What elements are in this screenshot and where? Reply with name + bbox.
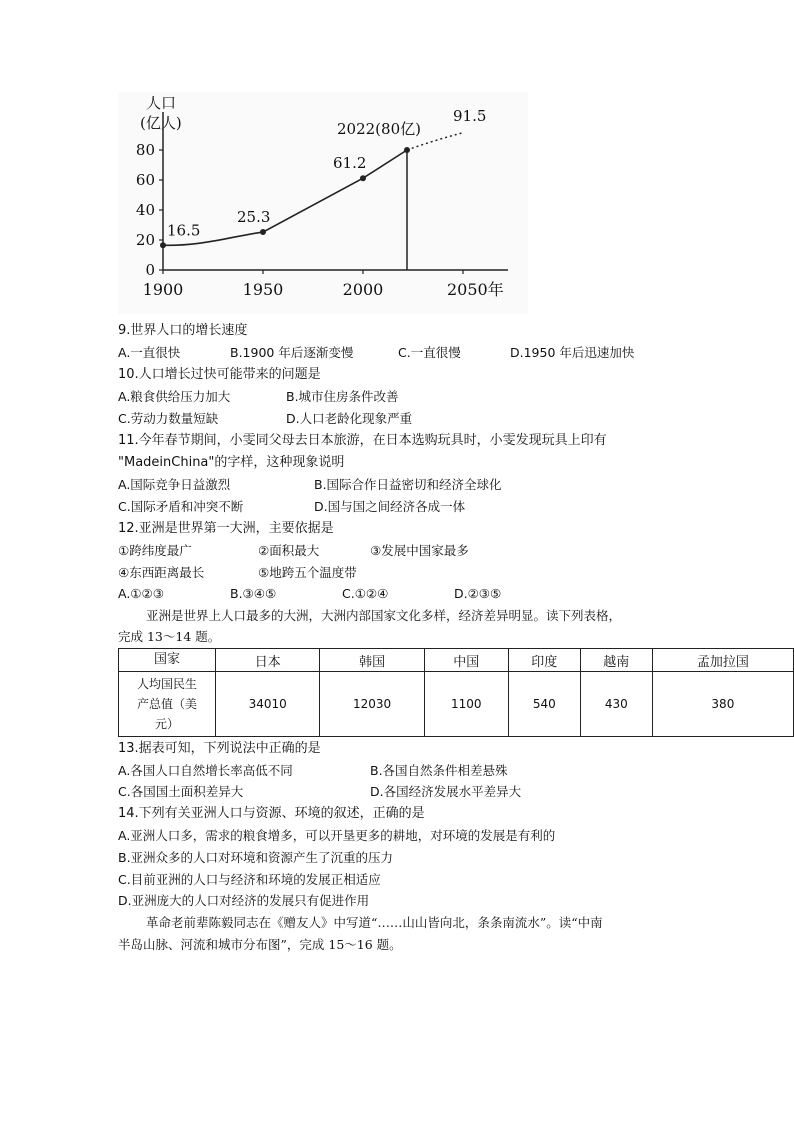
y-tick-label: 80	[135, 141, 155, 159]
q9-option-c: C.一直很慢	[398, 345, 461, 360]
row-label-line1: 人均国民生	[136, 677, 197, 691]
y-tick-label: 20	[135, 231, 155, 249]
q10-option-b: B.城市住房条件改善	[286, 389, 399, 404]
q13-stem: 13.据表可知，下列说法中正确的是	[118, 741, 321, 756]
q12-option-a: A.①②③	[118, 586, 164, 601]
q10-option-d: D.人口老龄化现象严重	[286, 411, 413, 426]
y-axis-label-line2: (亿人)	[140, 114, 182, 132]
y-axis-label-line1: 人口	[146, 94, 177, 112]
q12-option-c: C.①②④	[342, 586, 389, 601]
q11-stem-line1: 11.今年春节期间，小雯同父母去日本旅游，在日本选购玩具时，小雯发现玩具上印有	[118, 433, 607, 448]
q14-option-a: A.亚洲人口多，需求的粮食增多，可以开垦更多的耕地，对环境的发展是有利的	[118, 828, 556, 843]
q12-item-4: ④东西距离最长	[118, 565, 205, 580]
table-header-cell: 国家	[119, 649, 216, 672]
q14-option-b: B.亚洲众多的人口对环境和资源产生了沉重的压力	[118, 850, 394, 865]
y-tick-label: 40	[135, 201, 155, 219]
point-label: 16.5	[167, 221, 201, 240]
row-label-line3: 元）	[154, 717, 179, 731]
q12-option-b: B.③④⑤	[230, 586, 277, 601]
q12-stem: 12.亚洲是世界第一大洲，主要依据是	[118, 521, 334, 536]
data-point	[360, 175, 366, 181]
q9-stem: 9.世界人口的增长速度	[118, 323, 248, 338]
x-tick-label: 1950	[242, 280, 284, 299]
x-tick-label: 1900	[142, 280, 184, 299]
table-header-cell: 越南	[580, 649, 652, 672]
table-cell: 34010	[216, 672, 320, 737]
row-label-line2: 产总值（美	[136, 697, 197, 711]
population-chart	[118, 92, 528, 314]
data-point	[260, 229, 266, 235]
table-cell: 540	[508, 672, 580, 737]
q13-option-d: D.各国经济发展水平差异大	[370, 784, 522, 799]
passage-15-16-line1: 革命老前辈陈毅同志在《赠友人》中写道“……山山皆向北，条条南流水”。读“中南	[146, 915, 603, 930]
table-header-row	[119, 649, 794, 672]
table-cell: 430	[580, 672, 652, 737]
table-header-cell: 印度	[508, 649, 580, 672]
point-label: 2022(80亿)	[337, 120, 421, 138]
table-cell: 12030	[320, 672, 424, 737]
q12-item-2: ②面积最大	[258, 543, 320, 558]
q12-item-3: ③发展中国家最多	[370, 543, 469, 558]
table-row	[119, 672, 794, 737]
q13-option-a: A.各国人口自然增长率高低不同	[118, 763, 293, 778]
point-label: 91.5	[453, 106, 487, 125]
q9-option-a: A.一直很快	[118, 345, 181, 360]
passage-15-16-line2: 半岛山脉、河流和城市分布图”，完成 15～16 题。	[118, 937, 402, 952]
passage-13-14-line2: 完成 13～14 题。	[118, 629, 221, 644]
table-cell: 1100	[424, 672, 508, 737]
y-tick-label: 0	[145, 261, 155, 279]
q10-option-a: A.粮食供给压力加大	[118, 389, 231, 404]
table-header-cell: 孟加拉国	[652, 649, 793, 672]
y-tick-label: 60	[135, 171, 155, 189]
q10-option-c: C.劳动力数量短缺	[118, 411, 219, 426]
q12-option-d: D.②③⑤	[454, 586, 502, 601]
q11-option-d: D.国与国之间经济各成一体	[314, 499, 466, 514]
q12-item-5: ⑤地跨五个温度带	[258, 565, 357, 580]
q14-option-d: D.亚洲庞大的人口对经济的发展只有促进作用	[118, 893, 370, 908]
passage-13-14-line1: 亚洲是世界上人口最多的大洲，大洲内部国家文化多样，经济差异明显。读下列表格，	[146, 608, 622, 623]
table-header-cell: 中国	[424, 649, 508, 672]
table-row-label	[119, 672, 216, 737]
q13-option-c: C.各国国土面积差异大	[118, 784, 244, 799]
q11-option-a: A.国际竞争日益激烈	[118, 477, 231, 492]
q10-stem: 10.人口增长过快可能带来的问题是	[118, 367, 321, 382]
q11-stem-line2: "MadeinChina"的字样，这种现象说明	[118, 455, 345, 470]
q12-item-1: ①跨纬度最广	[118, 543, 192, 558]
q11-option-c: C.国际矛盾和冲突不断	[118, 499, 244, 514]
gdp-table	[118, 648, 794, 737]
q9-option-b: B.1900 年后逐渐变慢	[230, 345, 354, 360]
data-point	[160, 242, 166, 248]
table-header-cell: 韩国	[320, 649, 424, 672]
q9-option-d: D.1950 年后迅速加快	[510, 345, 635, 360]
table-header-cell: 日本	[216, 649, 320, 672]
table-cell: 380	[652, 672, 793, 737]
q11-option-b: B.国际合作日益密切和经济全球化	[314, 477, 502, 492]
q14-option-c: C.目前亚洲的人口与经济和环境的发展正相适应	[118, 872, 381, 887]
q14-stem: 14.下列有关亚洲人口与资源、环境的叙述，正确的是	[118, 806, 425, 821]
point-label: 25.3	[237, 208, 271, 227]
point-label: 61.2	[333, 154, 367, 173]
x-tick-label: 2000	[342, 280, 384, 299]
x-tick-label: 2050年	[447, 280, 504, 299]
q13-option-b: B.各国自然条件相差悬殊	[370, 763, 508, 778]
population-chart-svg	[118, 92, 528, 314]
